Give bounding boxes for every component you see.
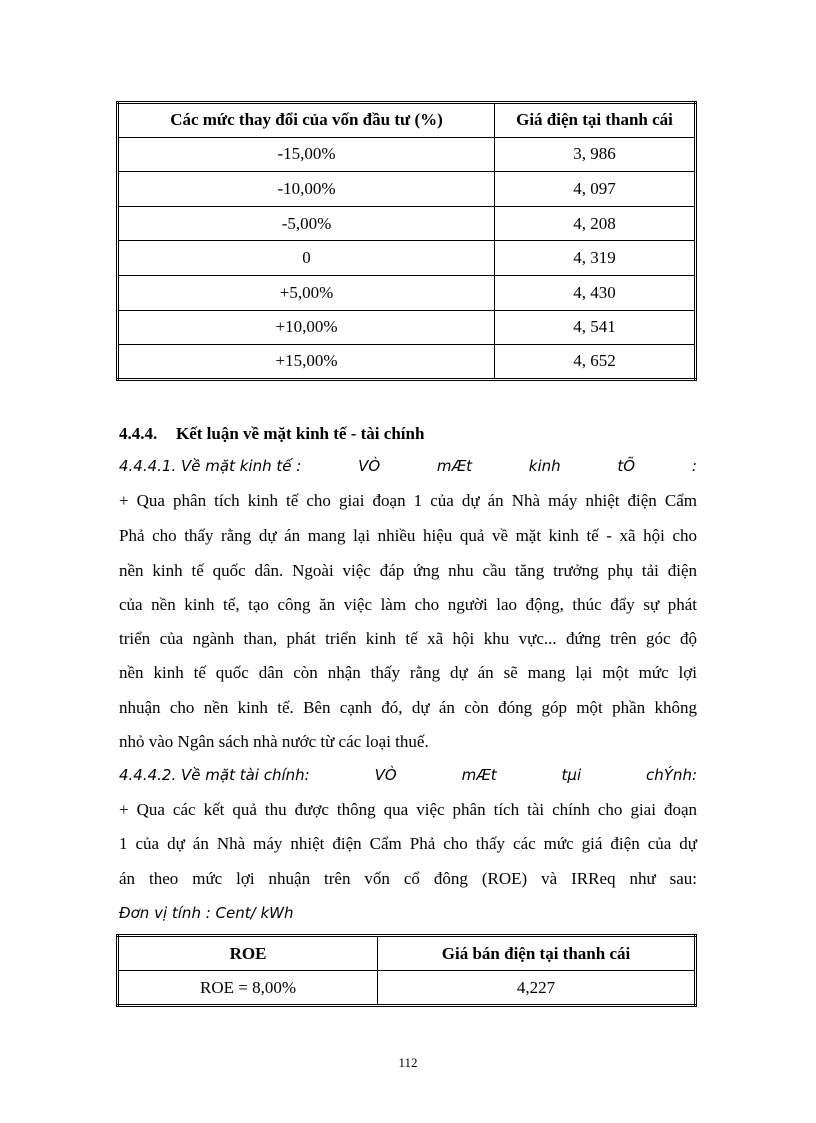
paragraph-line: nền kinh tế quốc dân còn nhận thấy rằng dự án sẽ mang lại một mức lợi (119, 663, 697, 682)
table-row (118, 971, 696, 1006)
subheading-garbled-word: mÆt (436, 457, 473, 475)
paragraph-line: + Qua phân tích kinh tế cho giai đoạn 1 của dự án Nhà máy nhiệt điện Cẩm (119, 491, 697, 510)
table-row (118, 137, 696, 172)
subheading-label: 4.4.4.1. Về mặt kinh tế : (119, 457, 302, 475)
table-cell-change: -10,00% (118, 172, 495, 207)
table-header-busbar-price: Giá điện tại thanh cái (495, 103, 696, 138)
table-row (118, 310, 696, 345)
table-cell-roe: ROE = 8,00% (118, 971, 378, 1006)
table-row (118, 241, 696, 276)
table-row (118, 172, 696, 207)
paragraph-line: + Qua các kết quả thu được thông qua việc phân tích tài chính cho giai đoạn (119, 800, 697, 819)
paragraph-line: 1 của dự án Nhà máy nhiệt điện Cẩm Phả cho thấy các mức giá điện của dự (119, 834, 697, 853)
subheading-garbled-word: : (691, 457, 697, 475)
table-cell-price: 4,227 (378, 971, 696, 1006)
table-cell-price: 4, 097 (495, 172, 696, 207)
subheading-label: 4.4.4.2. Về mặt tài chính: (119, 766, 310, 784)
section-heading (119, 424, 424, 444)
table-row (118, 275, 696, 310)
table-cell-change: -15,00% (118, 137, 495, 172)
table-cell-price: 4, 319 (495, 241, 696, 276)
unit-label: Đơn vị tính : Cent/ kWh (119, 904, 294, 922)
roe-price-table (116, 934, 697, 1007)
table-cell-change: -5,00% (118, 206, 495, 241)
subheading-garbled-word: mÆt (461, 766, 497, 784)
table-row (118, 345, 696, 380)
table-header-selling-price: Giá bán điện tại thanh cái (378, 936, 696, 971)
section-title: Kết luận về mặt kinh tế - tài chính (176, 424, 425, 443)
paragraph-line: án theo mức lợi nhuận trên vốn cổ đông (ROE) và IRReq như sau: (119, 869, 697, 888)
subheading-garbled-word: VÒ (374, 766, 397, 784)
paragraph-line: Phả cho thấy rằng dự án mang lại nhiều hiệu quả về mặt kinh tế - xã hội cho (119, 526, 697, 545)
paragraph-line: của nền kinh tế, tạo công ăn việc làm cho người lao động, thúc đẩy sự phát (119, 595, 697, 614)
table-cell-change: +10,00% (118, 310, 495, 345)
paragraph-line-last: nhỏ vào Ngân sách nhà nước từ các loại thuế. (119, 732, 429, 751)
table-cell-price: 4, 652 (495, 345, 696, 380)
table-header-investment-change: Các mức thay đổi của vốn đầu tư (%) (118, 103, 495, 138)
section-number: 4.4.4. (119, 424, 158, 443)
table-cell-price: 4, 208 (495, 206, 696, 241)
table-cell-change: +5,00% (118, 275, 495, 310)
table-header-row (118, 936, 696, 971)
table-header-roe: ROE (118, 936, 378, 971)
table-cell-change: 0 (118, 241, 495, 276)
table-row (118, 206, 696, 241)
subheading-financial (119, 766, 697, 784)
subheading-economic (119, 457, 697, 475)
subheading-garbled-word: VÒ (358, 457, 381, 475)
investment-change-table (116, 101, 697, 381)
subheading-garbled-word: tÕ (617, 457, 636, 475)
paragraph-line: triển của ngành than, phát triển kinh tế xã hội khu vực... đứng trên góc độ (119, 629, 697, 648)
subheading-garbled-word: tµi (561, 766, 582, 784)
table-header-row (118, 103, 696, 138)
table-cell-change: +15,00% (118, 345, 495, 380)
table-cell-price: 3, 986 (495, 137, 696, 172)
page-number: 112 (398, 1055, 418, 1070)
subheading-garbled-word: chÝnh: (646, 766, 697, 784)
table-cell-price: 4, 430 (495, 275, 696, 310)
paragraph-line: nền kinh tế quốc dân. Ngoài việc đáp ứng nhu cầu tăng trưởng phụ tải điện (119, 561, 697, 580)
paragraph-line: nhuận cho nền kinh tế. Bên cạnh đó, dự án còn đóng góp một phần không (119, 698, 697, 717)
table-cell-price: 4, 541 (495, 310, 696, 345)
subheading-garbled-word: kinh (528, 457, 561, 475)
